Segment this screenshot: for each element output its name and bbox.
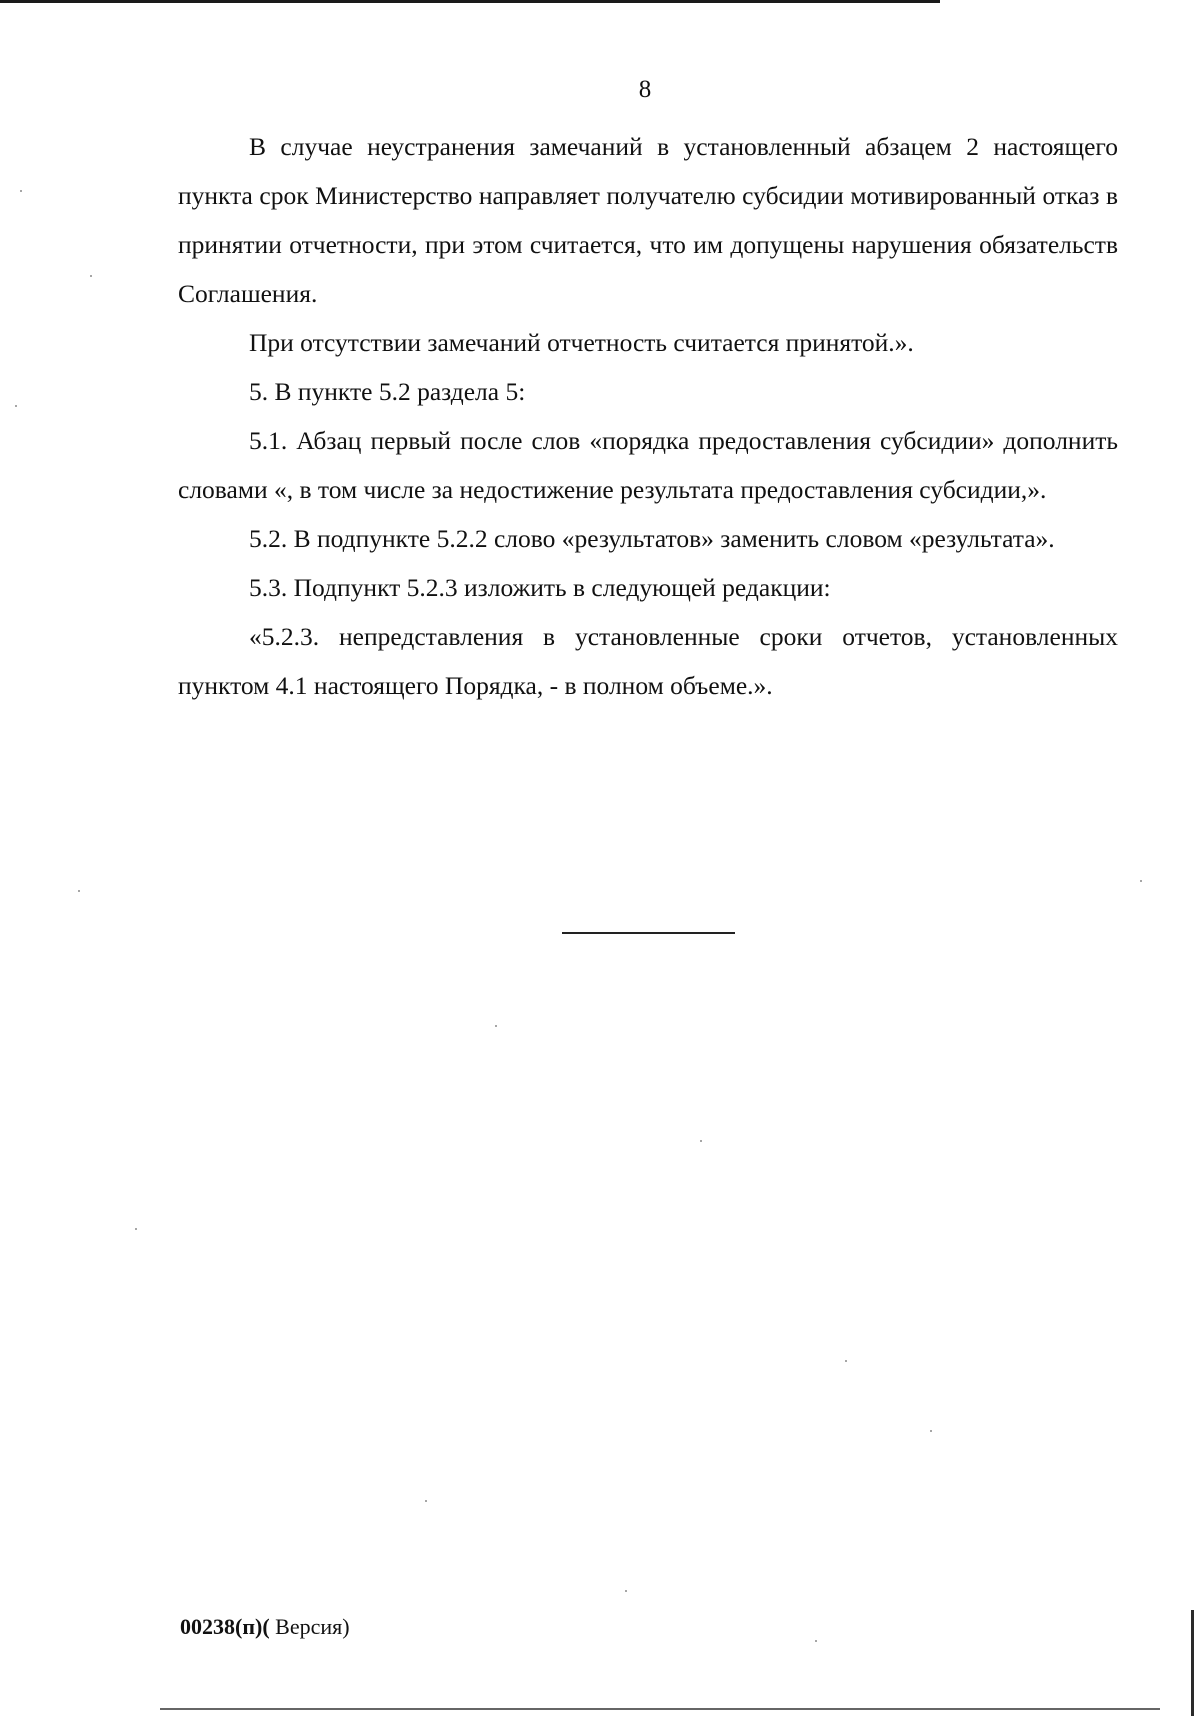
scan-speck [15,405,17,407]
scan-speck [1140,880,1142,882]
document-code-number: 00238(п)( [180,1614,270,1639]
paragraph-item-5-3: 5.3. Подпункт 5.2.3 изложить в следующей редакции: [249,573,831,602]
scan-speck [495,1025,497,1027]
scan-edge-bottom [160,1708,1160,1710]
scan-speck [20,190,22,192]
document-body [178,122,1118,710]
paragraph-no-remarks: При отсутствии замечаний отчетность считается принятой.». [249,328,914,357]
paragraph-remarks-refusal: В случае неустранения замечаний в установленный абзацем 2 настоящего пункта срок Министерство направляет получателю субсидии мотивированный отказ в принятии отчетности, при этом считается, что им допущены нарушения обязательств Соглашения. [178,132,1118,308]
scan-speck [845,1360,847,1362]
scan-speck [78,890,80,892]
scan-speck [425,1500,427,1502]
paragraph-item-5: 5. В пункте 5.2 раздела 5: [249,377,526,406]
scan-edge-top [0,0,940,3]
paragraph-item-5-2-3-text: «5.2.3. непредставления в установленные сроки отчетов, установленных пунктом 4.1 настоящего Порядка, - в полном объеме.». [178,622,1118,700]
document-version-label: Версия) [269,1614,350,1639]
scan-speck [625,1590,627,1592]
page-number: 8 [638,76,652,103]
scan-edge-right [1191,1610,1194,1716]
scan-speck [930,1430,932,1432]
scan-speck [700,1140,702,1142]
paragraph-item-5-2: 5.2. В подпункте 5.2.2 слово «результатов» заменить словом «результата». [249,524,1055,553]
document-code [180,1614,350,1640]
paragraph-item-5-1: 5.1. Абзац первый после слов «порядка предоставления субсидии» дополнить словами «, в том числе за недостижение результата предоставления субсидии,». [178,426,1118,504]
scan-speck [135,1228,137,1230]
scan-speck [90,275,92,277]
closing-divider [562,932,735,934]
scan-speck [815,1640,817,1642]
